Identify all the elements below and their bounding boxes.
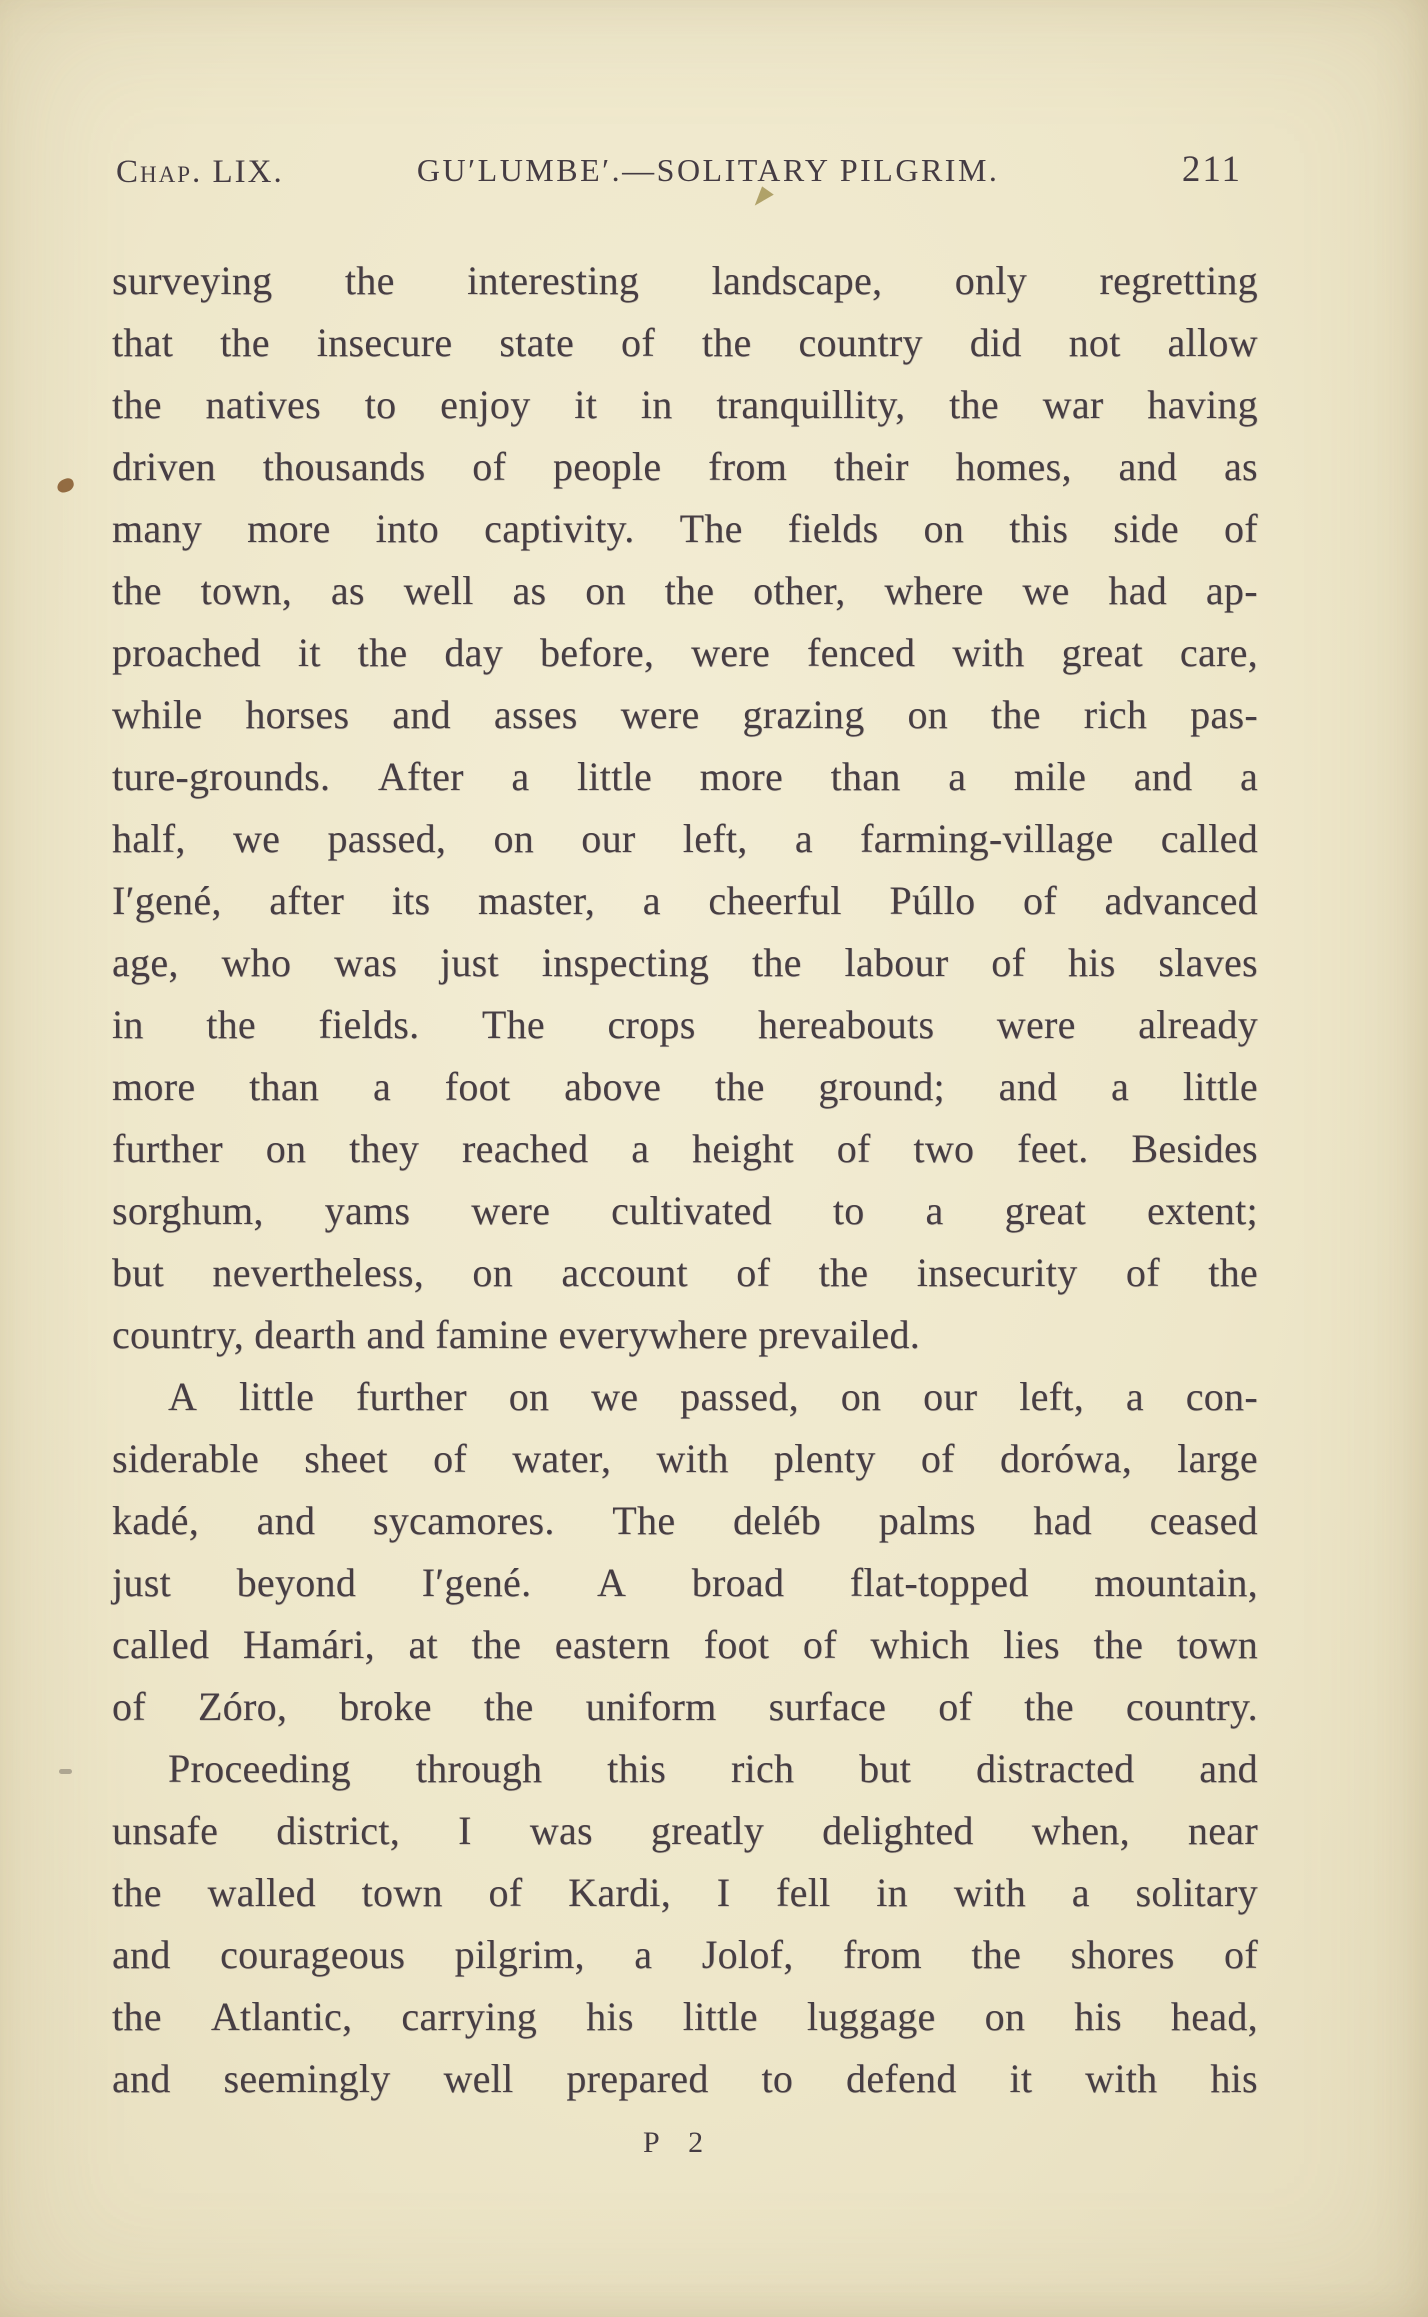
text-line: that the insecure state of the country did not allow: [112, 320, 1258, 365]
text-line: the natives to enjoy it in tranquillity, the war having: [112, 382, 1258, 427]
running-header: [0, 148, 1428, 198]
page-number: 211: [1181, 149, 1242, 190]
text-line: unsafe district, I was greatly delighted when, near: [112, 1808, 1258, 1853]
text-line: more than a foot above the ground; and a little: [112, 1064, 1258, 1109]
text-line: in the fields. The crops hereabouts were already: [112, 1002, 1258, 1047]
text-line: age, who was just inspecting the labour of his slaves: [112, 940, 1258, 985]
text-line: siderable sheet of water, with plenty of dorówa, large: [112, 1436, 1258, 1481]
chapter-label: Chap. LIX.: [116, 154, 284, 190]
text-line: and seemingly well prepared to defend it with his: [112, 2056, 1258, 2101]
text-line: called Hamári, at the eastern foot of which lies the town: [112, 1622, 1258, 1667]
printers-signature: P 2: [643, 2126, 705, 2159]
text-line: I′gené, after its master, a cheerful Púllo of advanced: [112, 878, 1258, 923]
text-line: half, we passed, on our left, a farming-village called: [112, 816, 1258, 861]
text-line: many more into captivity. The fields on this side of: [112, 506, 1258, 551]
text-line: further on they reached a height of two feet. Besides: [112, 1126, 1258, 1171]
text-line: but nevertheless, on account of the insecurity of the: [112, 1250, 1258, 1295]
text-line: kadé, and sycamores. The deléb palms had ceased: [112, 1498, 1258, 1543]
body-text: [112, 250, 1258, 2110]
margin-dash-mark: [59, 1769, 72, 1774]
text-line: A little further on we passed, on our left, a con-: [168, 1374, 1258, 1419]
text-line: of Zóro, broke the uniform surface of the country.: [112, 1684, 1258, 1729]
text-line: the town, as well as on the other, where we had ap-: [112, 568, 1258, 613]
text-line: Proceeding through this rich but distracted and: [168, 1746, 1258, 1791]
margin-fleck-mark: [55, 477, 75, 495]
text-line: surveying the interesting landscape, only regretting: [112, 258, 1258, 303]
text-line: driven thousands of people from their homes, and as: [112, 444, 1258, 489]
text-line: the walled town of Kardi, I fell in with a solitary: [112, 1870, 1258, 1915]
text-line: sorghum, yams were cultivated to a great extent;: [112, 1188, 1258, 1233]
text-line: and courageous pilgrim, a Jolof, from the shores of: [112, 1932, 1258, 1977]
text-line: proached it the day before, were fenced with great care,: [112, 630, 1258, 675]
text-line: just beyond I′gené. A broad flat-topped mountain,: [112, 1560, 1258, 1605]
text-line: ture-grounds. After a little more than a mile and a: [112, 754, 1258, 799]
text-line: the Atlantic, carrying his little luggage on his head,: [112, 1994, 1258, 2039]
running-title: GU′LUMBE′.—SOLITARY PILGRIM.: [416, 152, 1000, 188]
text-line: country, dearth and famine everywhere prevailed.: [112, 1312, 921, 1357]
text-line: while horses and asses were grazing on the rich pas-: [112, 692, 1258, 737]
